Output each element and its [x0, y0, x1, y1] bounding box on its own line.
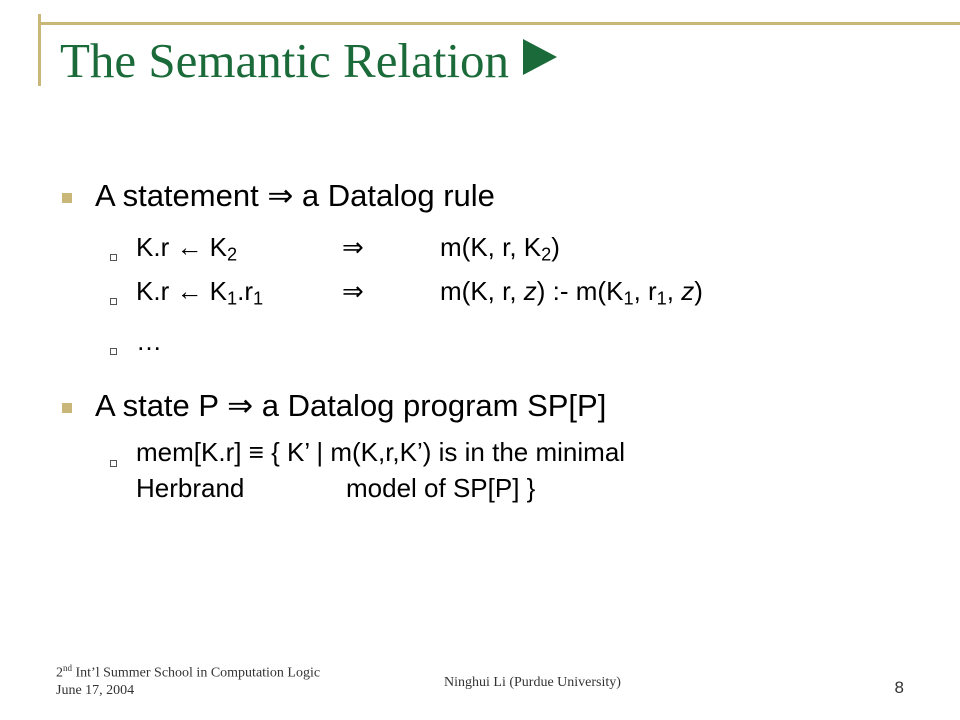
bullet-marker	[62, 403, 72, 413]
mem-definition-line2b: model of SP[P] }	[346, 473, 536, 503]
rule-1-right: m(K, r, $K_2$)	[440, 232, 560, 265]
rule-2-arrow: ⇒	[342, 276, 364, 306]
frame-horizontal-line	[38, 22, 960, 25]
bullet-marker	[62, 193, 72, 203]
page-number: 8	[894, 678, 904, 697]
mem-definition-line2a: Herbrand	[136, 473, 245, 503]
rule-2-right: m(K, r, z) :- $m(K_1$, $r_1$, z)	[440, 276, 703, 309]
footer-event: 2nd Int’l Summer School in Computation Logic	[56, 663, 321, 681]
ellipsis-item: …	[136, 326, 162, 356]
bullet-statement: A statement ⇒ a Datalog rule	[95, 178, 495, 213]
sub-bullet-marker	[110, 254, 117, 261]
bullet-state: A state P ⇒ a Datalog program SP[P]	[95, 388, 607, 423]
slide-title-text: The Semantic Relation	[60, 33, 510, 88]
footer-author: Ninghui Li (Purdue University)	[444, 675, 621, 690]
sub-bullet-marker	[110, 298, 117, 305]
rule-2-left: K.r ← $K_1.r_1$	[136, 276, 264, 309]
mem-definition-line1: mem[K.r] ≡ { K’ | m(K,r,K’) is in the minimal	[136, 437, 626, 467]
rule-1-left: K.r ← $K_2$	[136, 232, 238, 265]
slide-title	[60, 33, 557, 88]
footer-date: June 17, 2004	[56, 683, 135, 698]
sub-bullet-marker	[110, 460, 117, 467]
play-triangle-icon	[523, 39, 557, 75]
sub-bullet-marker	[110, 348, 117, 355]
rule-1-arrow: ⇒	[342, 232, 364, 262]
